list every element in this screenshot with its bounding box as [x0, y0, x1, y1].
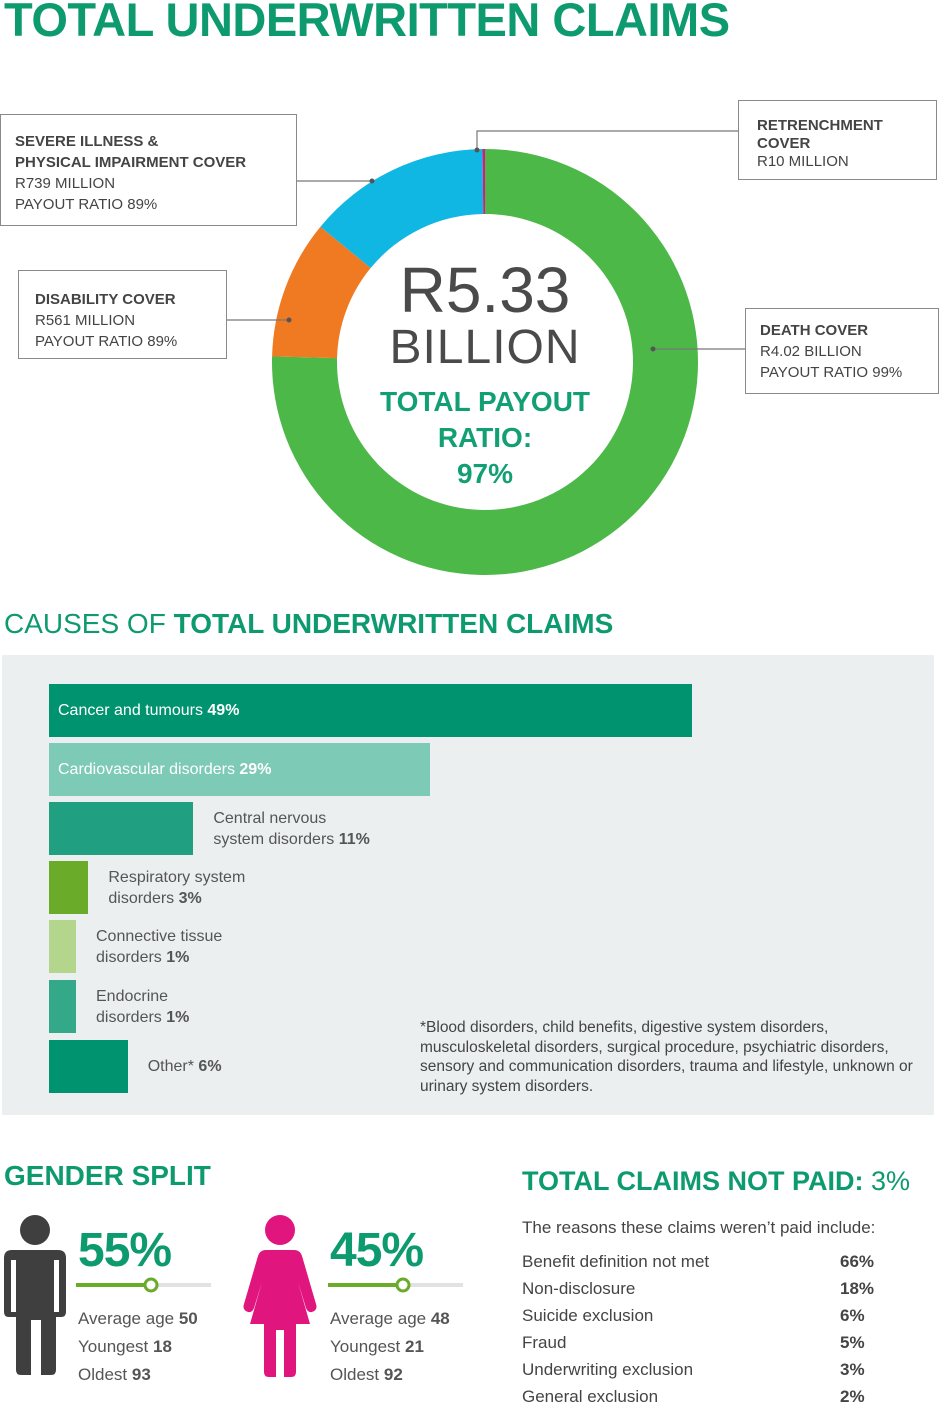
- bar-2: [49, 802, 193, 855]
- bar-label-4: [96, 926, 222, 968]
- bar-label-5: [96, 986, 189, 1028]
- female-avg-label: Average age: [330, 1309, 431, 1328]
- callout-severe-amount: R739 MILLION: [15, 175, 116, 192]
- female-slider-fill: [328, 1283, 403, 1287]
- callout-death-line1: DEATH COVER: [760, 322, 869, 339]
- bar-label-text-0: Cancer and tumours: [58, 702, 208, 719]
- female-old-label: Oldest: [330, 1365, 384, 1384]
- callout-severe-line1: SEVERE ILLNESS &: [15, 133, 159, 150]
- male-young-label: Youngest: [78, 1337, 153, 1356]
- not-paid-subtitle: The reasons these claims weren’t paid include:: [522, 1218, 876, 1237]
- callout-disability: [18, 270, 227, 359]
- gender-title: GENDER SPLIT: [4, 1160, 211, 1191]
- female-old: 92: [383, 1365, 403, 1384]
- male-old-label: Oldest: [78, 1365, 132, 1384]
- not-paid-value: 18%: [840, 1279, 875, 1298]
- bar-label-text-5: Endocrine disorders: [96, 987, 169, 1026]
- bar-label-6: [148, 1056, 222, 1077]
- callout-severe-ratio: PAYOUT RATIO 89%: [15, 196, 158, 213]
- bar-label-pct-1: 29%: [239, 761, 272, 778]
- male-slider-fill: [76, 1283, 151, 1287]
- bar-label-pct-6: 6%: [198, 1058, 222, 1075]
- payout-ratio-line1: TOTAL PAYOUT: [379, 386, 591, 417]
- not-paid-reason: Non-disclosure: [522, 1279, 636, 1298]
- leader-dot-severe: [370, 179, 375, 184]
- male-avg: 50: [178, 1309, 198, 1328]
- female-slider-knob: [397, 1279, 409, 1291]
- leader-line-retrenchment: [477, 131, 738, 150]
- bar-label-text-3: Respiratory system disorders: [108, 868, 246, 907]
- male-slider: [76, 1276, 216, 1294]
- payout-ratio-line2: RATIO:: [437, 422, 533, 453]
- female-slider: [328, 1276, 468, 1294]
- male-pct: 55%: [78, 1224, 172, 1277]
- bar-label-0: [58, 701, 239, 720]
- male-stats: [78, 1305, 198, 1389]
- not-paid-reason: General exclusion: [522, 1387, 659, 1406]
- total-amount: R5.33: [399, 254, 571, 326]
- not-paid-value: 5%: [840, 1333, 865, 1352]
- bar-label-3: [108, 867, 245, 909]
- male-avg-label: Average age: [78, 1309, 179, 1328]
- not-paid-title: [522, 1166, 910, 1197]
- not-paid-row: [522, 1387, 922, 1407]
- bar-label-pct-3: 3%: [178, 889, 202, 907]
- bar-3: [49, 861, 88, 914]
- female-icon: [240, 1212, 320, 1380]
- leader-dot-death: [651, 347, 656, 352]
- bar-label-1: [58, 760, 271, 779]
- bar-4: [49, 920, 76, 973]
- callout-death-amount: R4.02 BILLION: [760, 343, 862, 360]
- callout-severe-illness: [0, 114, 297, 226]
- bar-6: [49, 1040, 128, 1093]
- male-icon: [0, 1212, 70, 1377]
- male-old: 93: [131, 1365, 151, 1384]
- not-paid-value: 3%: [840, 1360, 865, 1379]
- donut-center: [340, 254, 630, 492]
- female-pct: 45%: [330, 1224, 424, 1277]
- bar-label-2: [213, 808, 370, 850]
- not-paid-row: [522, 1279, 922, 1299]
- callout-retrenchment: [738, 100, 937, 180]
- bar-label-pct-2: 11%: [338, 830, 370, 848]
- causes-heading-bold: TOTAL UNDERWRITTEN CLAIMS: [173, 608, 614, 639]
- not-paid-title-value: 3%: [863, 1166, 911, 1196]
- bar-label-text-6: Other*: [147, 1058, 199, 1075]
- causes-heading: [4, 608, 613, 640]
- bar-label-pct-5: 1%: [166, 1008, 190, 1026]
- leader-dot-disability: [287, 318, 292, 323]
- not-paid-title-bold: TOTAL CLAIMS NOT PAID:: [522, 1166, 864, 1196]
- male-young: 18: [153, 1337, 172, 1356]
- callout-death: [745, 308, 939, 394]
- callout-retrenchment-amount: R10 MILLION: [757, 153, 849, 170]
- bar-label-text-1: Cardiovascular disorders: [58, 761, 240, 778]
- female-young: 21: [405, 1337, 424, 1356]
- bar-label-pct-0: 49%: [207, 702, 240, 719]
- not-paid-row: [522, 1360, 922, 1380]
- callout-disability-ratio: PAYOUT RATIO 89%: [35, 333, 178, 350]
- bar-label-pct-4: 1%: [166, 948, 190, 966]
- not-paid-reason: Fraud: [522, 1333, 567, 1352]
- not-paid-row: [522, 1252, 922, 1272]
- male-slider-knob: [145, 1279, 157, 1291]
- page-title: TOTAL UNDERWRITTEN CLAIMS: [4, 0, 730, 46]
- not-paid-row: [522, 1333, 922, 1353]
- female-young-label: Youngest: [330, 1337, 405, 1356]
- female-stats: [330, 1305, 450, 1389]
- not-paid-row: [522, 1306, 922, 1326]
- female-avg: 48: [430, 1309, 450, 1328]
- bar-label-text-2: Central nervous system disorders: [213, 809, 335, 848]
- not-paid-reason: Benefit definition not met: [522, 1252, 710, 1271]
- bar-5: [49, 980, 76, 1033]
- not-paid-reason: Suicide exclusion: [522, 1306, 654, 1325]
- causes-heading-plain: CAUSES OF: [4, 608, 174, 639]
- total-unit: BILLION: [389, 321, 581, 374]
- callout-death-ratio: PAYOUT RATIO 99%: [760, 364, 903, 381]
- not-paid-value: 66%: [840, 1252, 875, 1271]
- leader-dot-retrenchment: [475, 148, 480, 153]
- payout-ratio-value: 97%: [456, 458, 514, 489]
- causes-panel: [2, 655, 934, 1115]
- not-paid-value: 6%: [840, 1306, 865, 1325]
- callout-retrenchment-line2: COVER: [757, 135, 811, 152]
- callout-severe-line2: PHYSICAL IMPAIRMENT COVER: [15, 154, 247, 171]
- callout-retrenchment-line1: RETRENCHMENT: [757, 117, 883, 134]
- bar-label-text-4: Connective tissue disorders: [96, 927, 223, 966]
- not-paid-value: 2%: [840, 1387, 865, 1406]
- not-paid-reason: Underwriting exclusion: [522, 1360, 694, 1379]
- callout-disability-line1: DISABILITY COVER: [35, 291, 176, 308]
- callout-disability-amount: R561 MILLION: [35, 312, 136, 329]
- causes-footnote: *Blood disorders, child benefits, digestive system disorders, musculoskeletal disorders, surgical procedure, psychiatric disorders, sensory and communication disorders, trauma and lifestyle, unknown or urinary system disorders.: [420, 1019, 913, 1095]
